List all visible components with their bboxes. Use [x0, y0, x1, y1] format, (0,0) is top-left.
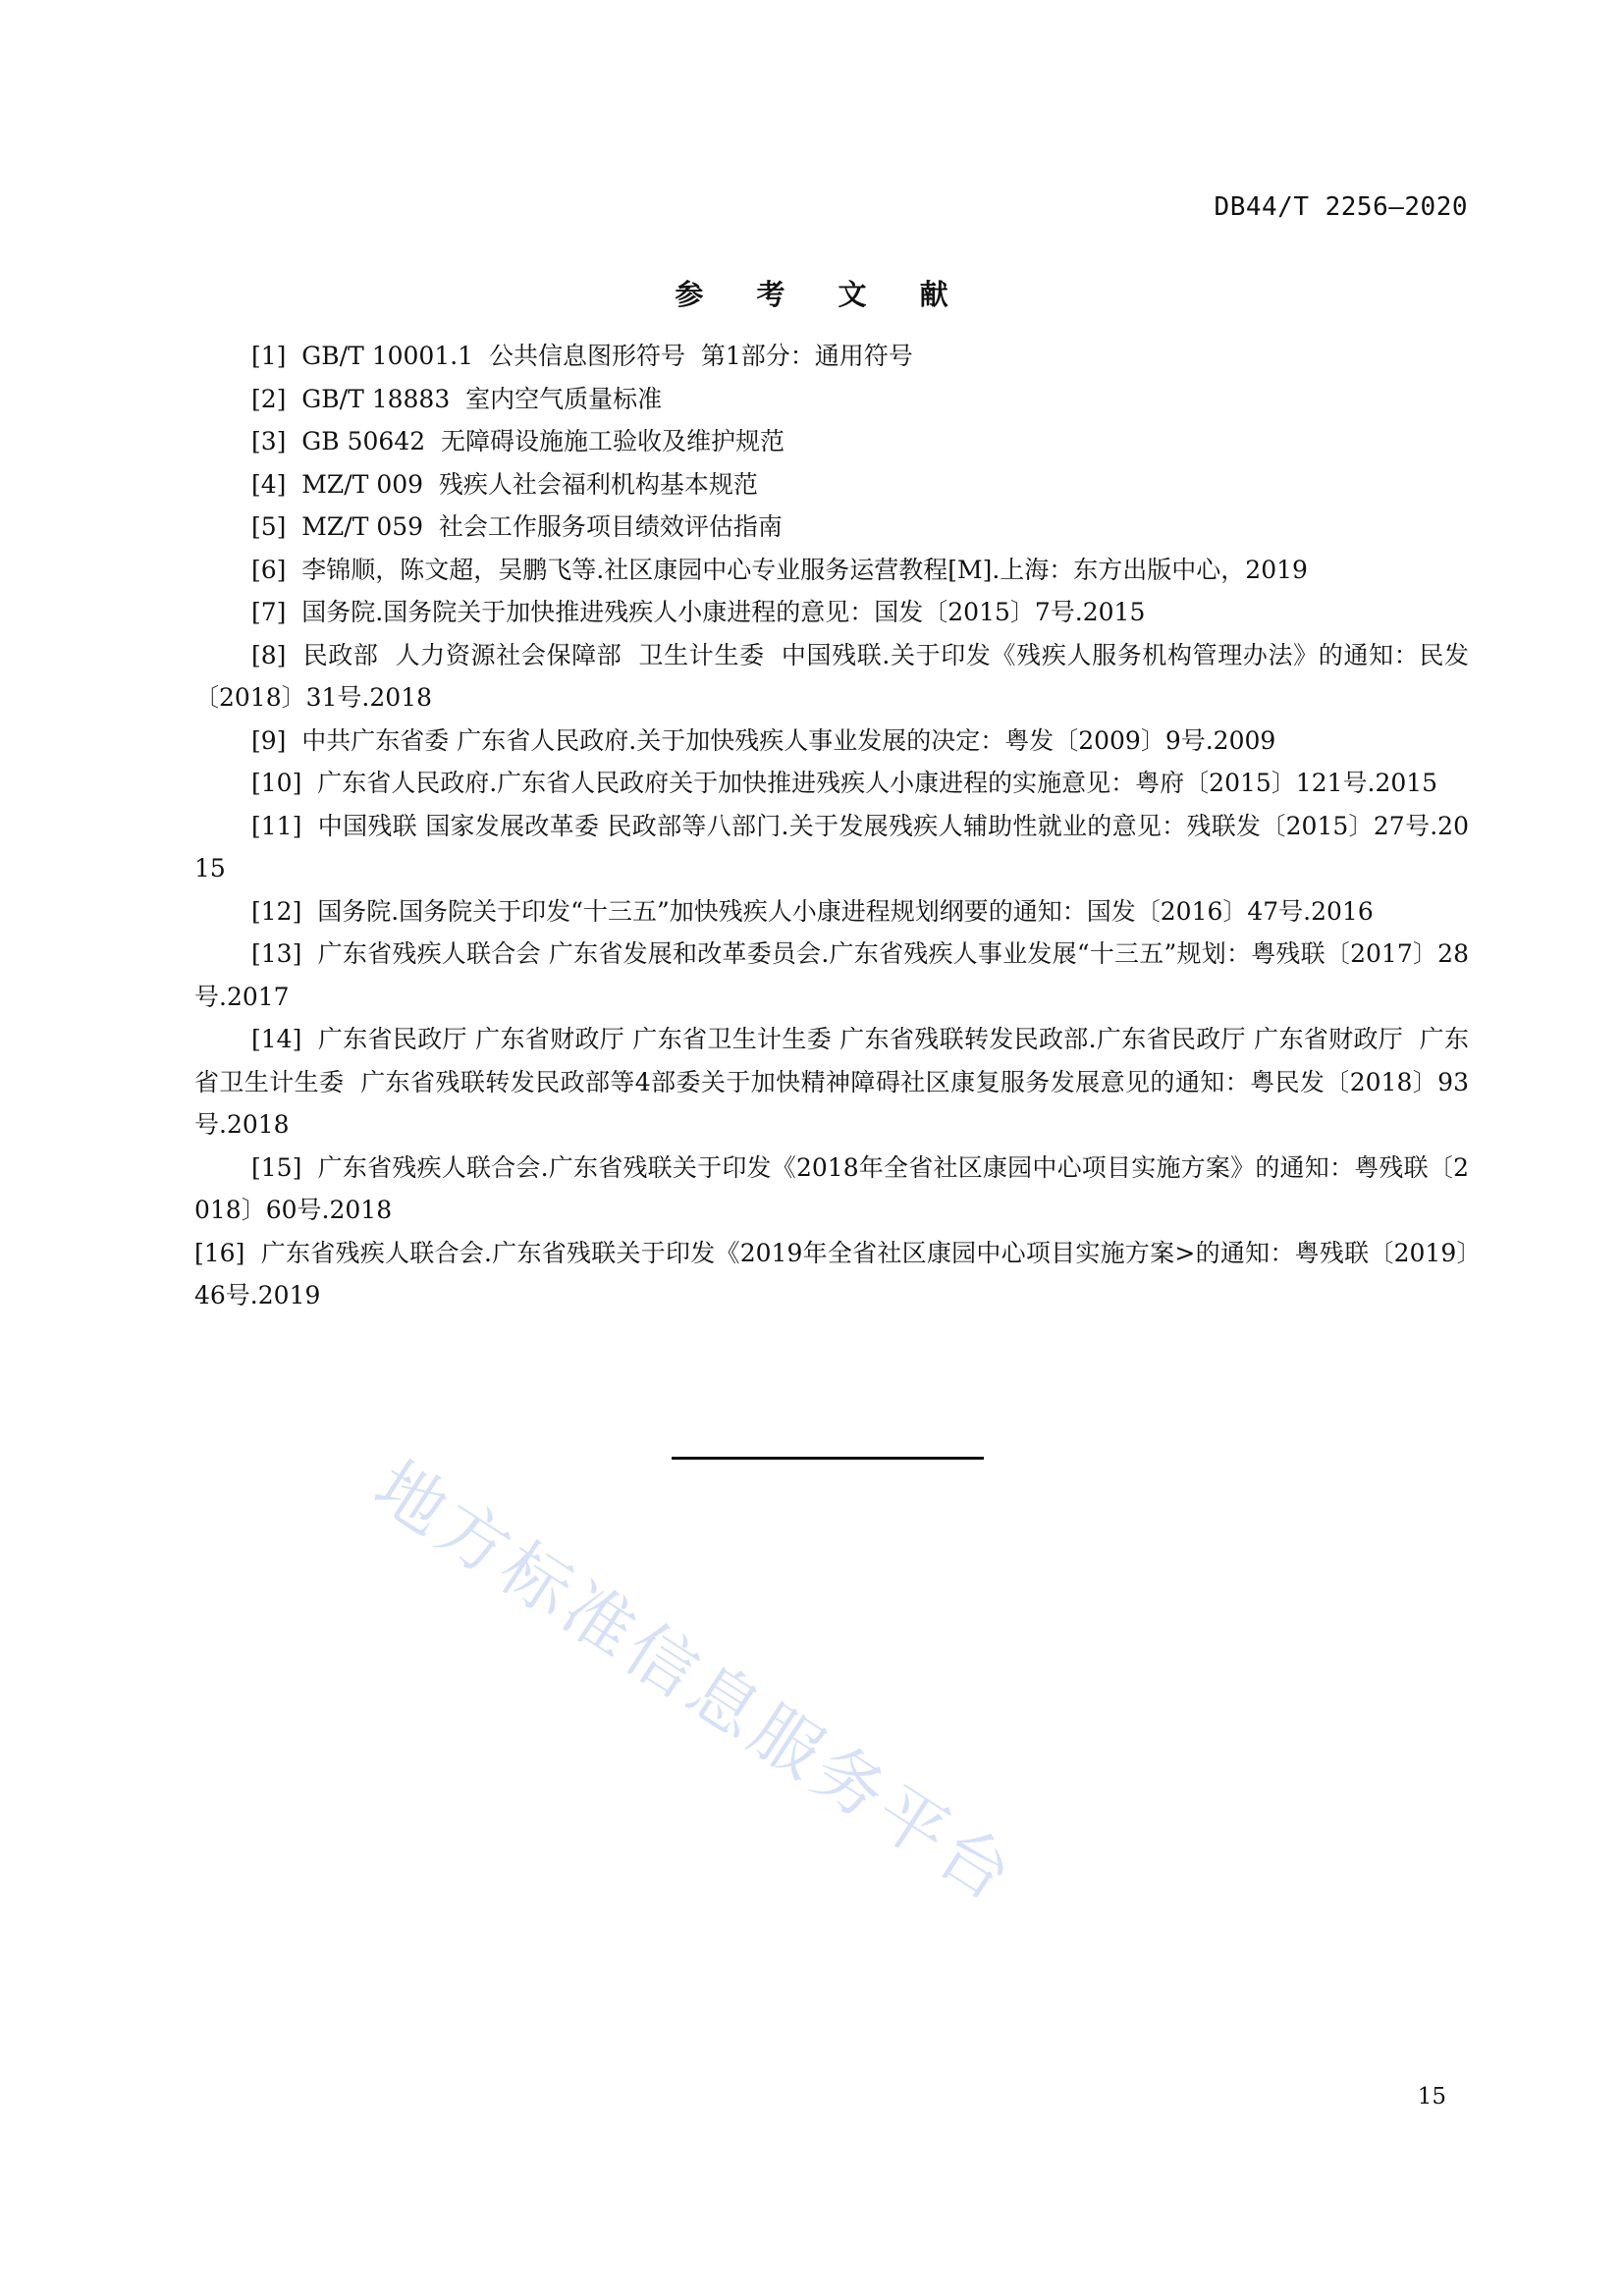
reference-item: [3] GB 50642 无障碍设施施工验收及维护规范 [251, 427, 785, 455]
reference-item: [7] 国务院.国务院关于加快推进残疾人小康进程的意见：国发〔2015〕7号.2015 [251, 598, 1146, 626]
document-code: DB44/T 2256—2020 [1214, 192, 1468, 222]
reference-item: [16] 广东省残疾人联合会.广东省残联关于印发《2019年全省社区康园中心项目实施方案>的通知：粤残联〔2019〕46号.2019 [194, 1238, 1469, 1309]
reference-item: [8] 民政部 人力资源社会保障部 卫生计生委 中国残联.关于印发《残疾人服务机构管理办法》的通知：民发〔2018〕31号.2018 [194, 640, 1469, 712]
page-number: 15 [1417, 2084, 1446, 2109]
reference-item: [11] 中国残联 国家发展改革委 民政部等八部门.关于发展残疾人辅助性就业的意见：残联发〔2015〕27号.2015 [194, 811, 1469, 882]
reference-list [194, 335, 1485, 1317]
reference-item: [5] MZ/T 059 社会工作服务项目绩效评估指南 [251, 512, 783, 541]
reference-item: [12] 国务院.国务院关于印发“十三五”加快残疾人小康进程规划纲要的通知：国发〔2016〕47号.2016 [251, 896, 1374, 926]
reference-item: [15] 广东省残疾人联合会.广东省残联关于印发《2018年全省社区康园中心项目实施方案》的通知：粤残联〔2018〕60号.2018 [194, 1152, 1469, 1224]
reference-item: [4] MZ/T 009 残疾人社会福利机构基本规范 [251, 469, 758, 499]
reference-item: [9] 中共广东省委 广东省人民政府.关于加快残疾人事业发展的决定：粤发〔2009〕9号.2009 [251, 725, 1276, 755]
end-of-document-line [672, 1457, 984, 1460]
reference-item: [1] GB/T 10001.1 公共信息图形符号 第1部分：通用符号 [251, 342, 913, 370]
section-title: 参 考 文 献 [675, 278, 970, 311]
reference-item: [14] 广东省民政厅 广东省财政厅 广东省卫生计生委 广东省残联转发民政部.广东省民政厅 广东省财政厅 广东省卫生计生委 广东省残联转发民政部等4部委关于加快精神障碍社区康复服务发展意见的通知：粤民发〔2018〕93号.2018 [194, 1025, 1469, 1139]
reference-item: [2] GB/T 18883 室内空气质量标准 [251, 384, 663, 413]
reference-item: [6] 李锦顺，陈文超，吴鹏飞等.社区康园中心专业服务运营教程[M].上海：东方出版中心，2019 [251, 555, 1308, 584]
watermark: 地方标准信息服务平台 [360, 1445, 1031, 1920]
reference-item: [13] 广东省残疾人联合会 广东省发展和改革委员会.广东省残疾人事业发展“十三五”规划：粤残联〔2017〕28 号.2017 [194, 939, 1485, 1011]
reference-item: [10] 广东省人民政府.广东省人民政府关于加快推进残疾人小康进程的实施意见：粤府〔2015〕121号.2015 [251, 769, 1438, 797]
